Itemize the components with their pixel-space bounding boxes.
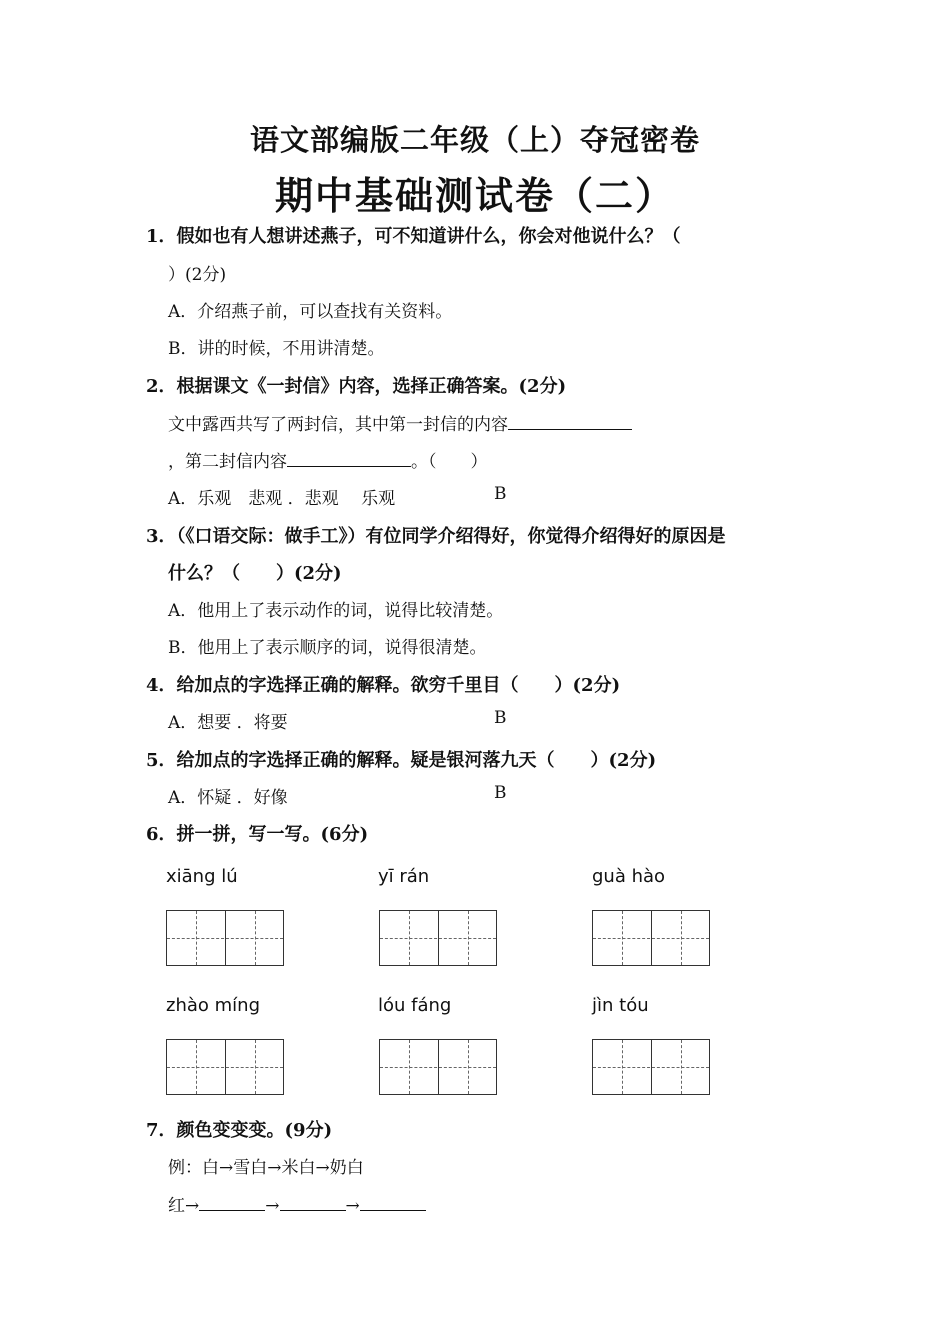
question-2-text-2 bbox=[168, 447, 488, 472]
color-blank-3[interactable] bbox=[360, 1193, 426, 1211]
writing-grid-6[interactable] bbox=[592, 1039, 710, 1095]
question-5-stem: 5．给加点的字选择正确的解释。疑是银河落九天（ ）(2分) bbox=[146, 750, 657, 771]
question-4-options: A．想要 ．将要 bbox=[168, 713, 288, 733]
question-6-stem: 6．拼一拼，写一写。(6分) bbox=[146, 824, 369, 845]
question-7-answer-line bbox=[168, 1191, 426, 1216]
pinyin-6: jìn tóu bbox=[592, 995, 649, 1016]
pinyin-2: yī rán bbox=[378, 866, 430, 887]
question-7-example: 例：白→雪白→米白→奶白 bbox=[168, 1158, 364, 1178]
question-3-stem-cont: 什么？（ ）(2分) bbox=[168, 563, 342, 584]
question-2-text-1 bbox=[168, 410, 632, 435]
question-2-text-1-label: 文中露西共写了两封信，其中第一封信的内容 bbox=[168, 415, 508, 435]
writing-grid-5[interactable] bbox=[379, 1039, 497, 1095]
question-2-paren: 。（ ） bbox=[411, 452, 488, 472]
color-blank-2[interactable] bbox=[280, 1193, 346, 1211]
question-7-start: 红→ bbox=[168, 1196, 200, 1216]
pinyin-3: guà hào bbox=[592, 866, 666, 887]
pinyin-1: xiāng lú bbox=[166, 866, 238, 887]
question-1-stem: 1．假如也有人想讲述燕子，可不知道讲什么，你会对他说什么？（ bbox=[146, 226, 681, 247]
arrow-2: → bbox=[345, 1196, 360, 1216]
writing-grid-4[interactable] bbox=[166, 1039, 284, 1095]
question-4-option-b: B bbox=[494, 708, 507, 728]
question-5-option-b: B bbox=[494, 783, 507, 803]
writing-grid-1[interactable] bbox=[166, 910, 284, 966]
question-1-option-b: B．讲的时候，不用讲清楚。 bbox=[168, 339, 385, 359]
color-blank-1[interactable] bbox=[199, 1193, 265, 1211]
pinyin-5: lóu fáng bbox=[378, 995, 452, 1016]
arrow-1: → bbox=[265, 1196, 280, 1216]
question-4-stem: 4．给加点的字选择正确的解释。欲穷千里目（ ）(2分) bbox=[146, 675, 621, 696]
question-5-options: A．怀疑 ．好像 bbox=[168, 788, 288, 808]
question-2-options: A．乐观 悲观 ．悲观 乐观 bbox=[168, 489, 396, 509]
question-1-option-a: A．介绍燕子前，可以查找有关资料。 bbox=[168, 302, 453, 322]
answer-blank-2[interactable] bbox=[287, 449, 411, 467]
question-1-stem-cont: ）(2分) bbox=[168, 265, 227, 285]
question-7-stem: 7．颜色变变变。(9分) bbox=[146, 1120, 333, 1141]
question-3-option-a: A．他用上了表示动作的词，说得比较清楚。 bbox=[168, 601, 504, 621]
exam-title: 期中基础测试卷（二） bbox=[274, 173, 675, 218]
question-3-option-b: B．他用上了表示顺序的词，说得很清楚。 bbox=[168, 638, 487, 658]
answer-blank-1[interactable] bbox=[508, 412, 632, 430]
writing-grid-3[interactable] bbox=[592, 910, 710, 966]
question-2-option-b: B bbox=[494, 484, 507, 504]
question-2-stem: 2．根据课文《一封信》内容，选择正确答案。(2分) bbox=[146, 376, 567, 397]
question-2-text-2-label: ，第二封信内容 bbox=[168, 452, 287, 472]
writing-grid-2[interactable] bbox=[379, 910, 497, 966]
pinyin-4: zhào míng bbox=[166, 995, 260, 1016]
exam-series-title: 语文部编版二年级（上）夺冠密卷 bbox=[249, 123, 700, 157]
question-3-stem: 3．（《口语交际：做手工》）有位同学介绍得好，你觉得介绍得好的原因是 bbox=[146, 526, 726, 547]
